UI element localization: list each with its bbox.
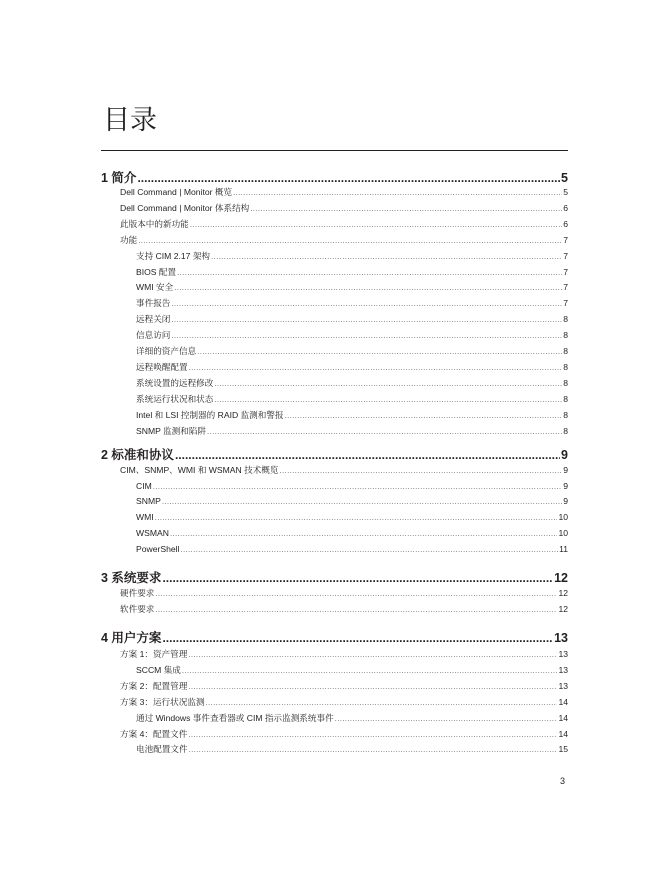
toc-entry-title: SNMP: [136, 496, 161, 506]
toc-entry-page: 15: [558, 744, 568, 754]
toc-entry[interactable]: [136, 495, 568, 507]
toc-entry[interactable]: [120, 202, 568, 214]
toc-leader-dots: [155, 588, 557, 600]
toc-entry-page: 8: [563, 362, 568, 372]
toc-entry[interactable]: [136, 361, 568, 373]
toc-entry[interactable]: [120, 603, 568, 615]
toc-entry-title: SNMP 监测和陷阱: [136, 426, 207, 436]
toc-entry-title: 系统运行状况和状态: [136, 394, 214, 404]
toc-entry-page: 8: [563, 378, 568, 388]
toc-entry-title: 方案 3：运行状况监测: [120, 697, 205, 707]
toc-entry-title: 信息访问: [136, 330, 171, 340]
toc-entry-page: 13: [554, 631, 568, 645]
toc-entry-title: 4 用户方案: [101, 631, 162, 645]
toc-entry-title: Dell Command | Monitor 概览: [120, 187, 233, 197]
toc-entry-title: 方案 1：资产管理: [120, 649, 188, 659]
toc-chapter-3[interactable]: [101, 570, 568, 586]
toc-entry[interactable]: [120, 680, 568, 692]
toc-entry[interactable]: [136, 393, 568, 405]
toc-entry[interactable]: [136, 480, 568, 492]
toc-leader-dots: [174, 282, 562, 294]
toc-leader-dots: [170, 528, 557, 540]
toc-entry-title: 方案 4：配置文件: [120, 729, 188, 739]
toc-leader-dots: [182, 665, 558, 677]
toc-leader-dots: [197, 346, 562, 358]
toc-entry-title: 硬件要求: [120, 588, 155, 598]
toc-leader-dots: [188, 729, 557, 741]
toc-leader-dots: [233, 187, 562, 199]
toc-entry-title: BIOS 配置: [136, 267, 177, 277]
toc-entry[interactable]: [136, 743, 568, 755]
toc-entry[interactable]: [136, 425, 568, 437]
toc-entry[interactable]: [136, 377, 568, 389]
toc-entry[interactable]: [136, 543, 568, 555]
toc-entry[interactable]: [120, 234, 568, 246]
toc-entry[interactable]: [136, 345, 568, 357]
toc-entry-page: 10: [558, 512, 568, 522]
toc-entry-page: 7: [563, 267, 568, 277]
toc-entry-page: 6: [563, 203, 568, 213]
toc-entry[interactable]: [120, 587, 568, 599]
toc-entry-title: SCCM 集成: [136, 665, 181, 675]
toc-entry-page: 7: [563, 251, 568, 261]
toc-entry-title: 电池配置文件: [136, 744, 188, 754]
toc-leader-dots: [285, 410, 563, 422]
toc-entry[interactable]: [136, 329, 568, 341]
toc-entry-title: 方案 2：配置管理: [120, 681, 188, 691]
toc-entry-title: WMI 安全: [136, 282, 174, 292]
toc-entry-page: 13: [558, 665, 568, 675]
toc-entry-page: 12: [558, 604, 568, 614]
toc-entry-page: 14: [558, 713, 568, 723]
toc-leader-dots: [155, 512, 558, 524]
toc-entry-page: 9: [563, 496, 568, 506]
toc-entry[interactable]: [136, 527, 568, 539]
toc-entry[interactable]: [136, 266, 568, 278]
toc-entry[interactable]: [120, 186, 568, 198]
toc-leader-dots: [162, 496, 562, 508]
toc-entry[interactable]: [136, 250, 568, 262]
toc-leader-dots: [250, 203, 562, 215]
toc-leader-dots: [214, 394, 562, 406]
toc-entry[interactable]: [120, 648, 568, 660]
toc-entry-page: 8: [563, 330, 568, 340]
toc-leader-dots: [171, 330, 562, 342]
toc-leader-dots: [211, 251, 562, 263]
toc-leader-dots: [162, 570, 553, 586]
toc-entry-page: 5: [563, 187, 568, 197]
toc-entry-page: 8: [563, 346, 568, 356]
toc-leader-dots: [137, 170, 560, 186]
toc-entry[interactable]: [136, 664, 568, 676]
toc-entry[interactable]: [136, 297, 568, 309]
toc-entry-title: 远程唤醒配置: [136, 362, 188, 372]
toc-entry-title: 系统设置的远程修改: [136, 378, 214, 388]
toc-leader-dots: [207, 426, 562, 438]
page-number: 3: [560, 776, 566, 786]
toc-entry-page: 13: [558, 649, 568, 659]
toc-entry[interactable]: [136, 511, 568, 523]
toc-entry-page: 14: [558, 697, 568, 707]
toc-entry[interactable]: [136, 409, 568, 421]
toc-entry-page: 8: [563, 394, 568, 404]
toc-leader-dots: [189, 362, 563, 374]
toc-entry-page: 14: [558, 729, 568, 739]
toc-entry[interactable]: [136, 313, 568, 325]
toc-entry-page: 12: [554, 571, 568, 585]
toc-entry-title: Dell Command | Monitor 体系结构: [120, 203, 250, 213]
toc-entry-title: PowerShell: [136, 544, 180, 554]
toc-leader-dots: [155, 604, 557, 616]
toc-entry[interactable]: [120, 464, 568, 476]
toc-leader-dots: [162, 630, 553, 646]
toc-entry[interactable]: [136, 281, 568, 293]
toc-entry-page: 6: [563, 219, 568, 229]
toc-leader-dots: [190, 219, 562, 231]
toc-entry-title: 1 简介: [101, 171, 137, 185]
toc-entry-page: 8: [563, 410, 568, 420]
toc-entry-title: 事件报告: [136, 298, 171, 308]
toc-chapter-1[interactable]: [101, 170, 568, 186]
toc-leader-dots: [335, 713, 558, 725]
toc-chapter-2[interactable]: [101, 447, 568, 463]
toc-entry[interactable]: [120, 696, 568, 708]
toc-leader-dots: [138, 235, 562, 247]
toc-leader-dots: [214, 378, 562, 390]
toc-leader-dots: [153, 481, 562, 493]
toc-entry-page: 8: [563, 314, 568, 324]
toc-entry-title: 远程关闭: [136, 314, 171, 324]
toc-chapter-4[interactable]: [101, 630, 568, 646]
toc-entry-title: 3 系统要求: [101, 571, 162, 585]
toc-entry-title: CIM、SNMP、WMI 和 WSMAN 技术概览: [120, 465, 279, 475]
toc-entry-title: WMI: [136, 512, 154, 522]
toc-entry-title: 此版本中的新功能: [120, 219, 189, 229]
toc-entry-page: 7: [563, 282, 568, 292]
toc-leader-dots: [175, 447, 560, 463]
toc-entry-page: 9: [561, 448, 568, 462]
toc-entry-title: WSMAN: [136, 528, 169, 538]
toc-entry-page: 9: [563, 481, 568, 491]
toc-entry-page: 8: [563, 426, 568, 436]
toc-entry-page: 7: [563, 298, 568, 308]
toc-title: 目录: [103, 105, 157, 136]
toc-entry-title: CIM: [136, 481, 152, 491]
toc-leader-dots: [188, 681, 557, 693]
toc-leader-dots: [177, 267, 562, 279]
toc-entry-title: 2 标准和协议: [101, 448, 174, 462]
toc-entry-page: 10: [558, 528, 568, 538]
toc-leader-dots: [189, 744, 558, 756]
toc-entry-title: 详细的资产信息: [136, 346, 197, 356]
toc-leader-dots: [171, 314, 562, 326]
toc-leader-dots: [206, 697, 558, 709]
toc-entry-page: 12: [558, 588, 568, 598]
toc-entry[interactable]: [120, 218, 568, 230]
toc-entry-title: Intel 和 LSI 控制器的 RAID 监测和警报: [136, 410, 284, 420]
toc-entry[interactable]: [136, 712, 568, 724]
toc-entry-title: 软件要求: [120, 604, 155, 614]
toc-leader-dots: [280, 465, 563, 477]
toc-leader-dots: [188, 649, 557, 661]
toc-entry-title: 通过 Windows 事件查看器或 CIM 指示监测系统事件: [136, 713, 334, 723]
toc-entry[interactable]: [120, 728, 568, 740]
toc-entry-page: 5: [561, 171, 568, 185]
toc-entry-page: 11: [559, 544, 568, 554]
toc-entry-page: 13: [558, 681, 568, 691]
toc-leader-dots: [180, 544, 558, 556]
toc-entry-title: 支持 CIM 2.17 架构: [136, 251, 211, 261]
toc-entry-title: 功能: [120, 235, 138, 245]
toc-entry-page: 7: [563, 235, 568, 245]
toc-entry-page: 9: [563, 465, 568, 475]
toc-leader-dots: [171, 298, 562, 310]
